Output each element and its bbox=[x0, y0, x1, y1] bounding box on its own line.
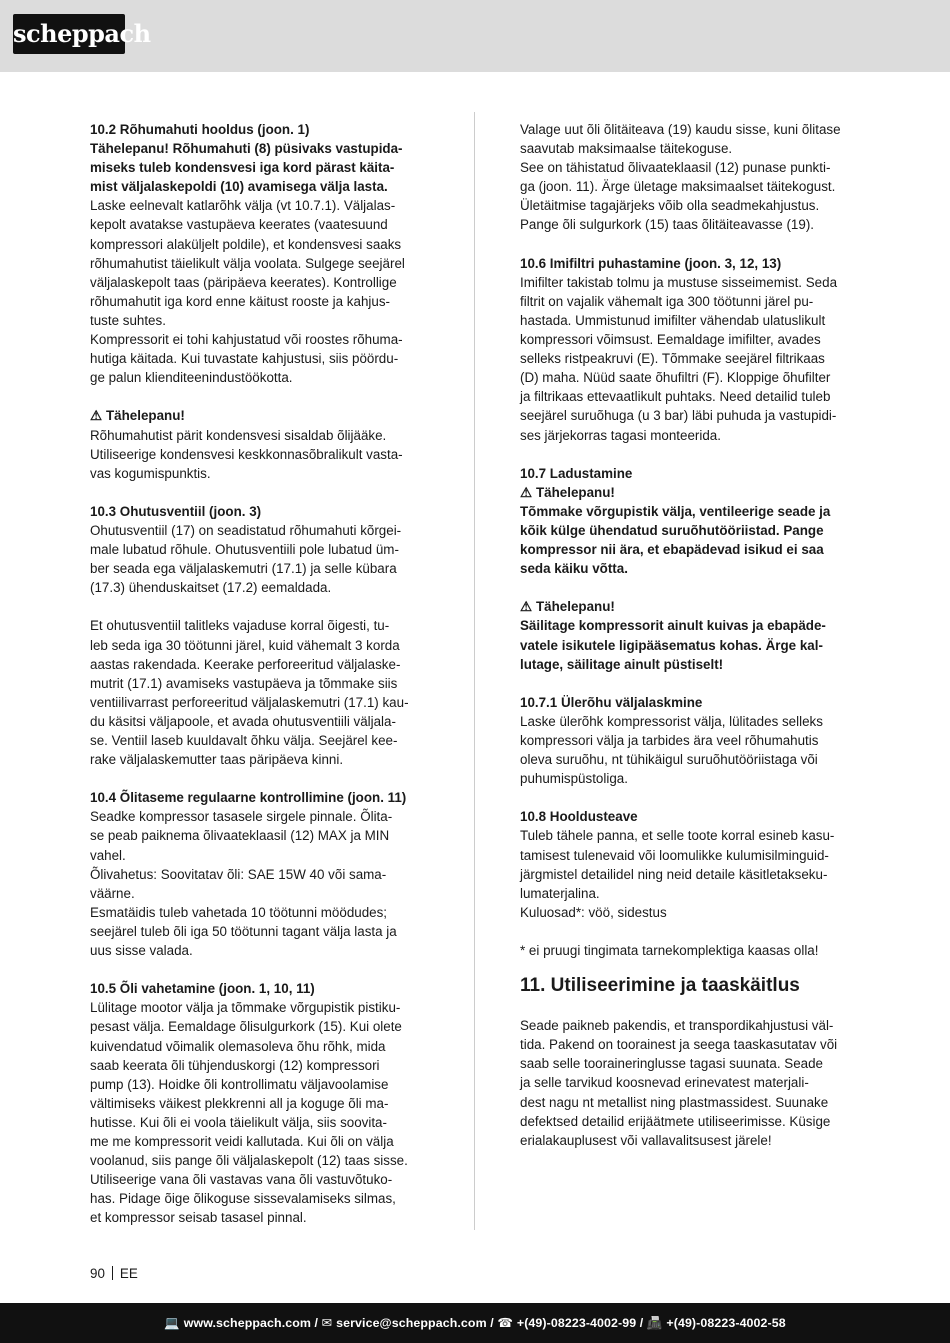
text-line: dest nagu nt metallist ning plastmassidest. Suunake bbox=[520, 1094, 829, 1110]
bold-text-line: 10.7.1 Ülerõhu väljalaskmine bbox=[520, 694, 703, 710]
text-line: See on tähistatud õlivaateklaasil (12) punase punkti- bbox=[520, 160, 831, 176]
warning-label: Tähelepanu! bbox=[536, 484, 615, 500]
text-line: * ei pruugi tingimata tarnekomplektiga kaasas olla! bbox=[520, 943, 819, 959]
text-line: vas kogumispunktis. bbox=[90, 465, 211, 481]
text-line: Laske ülerõhk kompressorist välja, lülitades selleks bbox=[520, 713, 823, 729]
text-line: seejärel suruõhuga (u 3 bar) läbi puhuda ja vastupidi- bbox=[520, 408, 837, 424]
warning-icon: ⚠ bbox=[90, 408, 103, 424]
text-line: hutisse. Kui õli ei voola täielikult välja, siis soovita- bbox=[90, 1114, 387, 1130]
text-line: ja selle tarvikud koosnevad erinevatest materjali- bbox=[520, 1075, 809, 1091]
bold-text-line bbox=[520, 483, 860, 502]
text-line: puhumispüstoliga. bbox=[520, 771, 628, 787]
text-line: voolanud, siis pange õli väljalaskepolt (12) taas sisse. bbox=[90, 1153, 408, 1169]
text-line: male lubatud rõhule. Ohutusventiili pole lubatud üm- bbox=[90, 542, 399, 558]
text-line: Et ohutusventiil talitleks vajaduse korral õigesti, tu- bbox=[90, 618, 390, 634]
text-line: kuivendatud võimalik olemasoleva õhu rõhk, mida bbox=[90, 1038, 386, 1054]
paragraph-gap bbox=[90, 960, 430, 979]
text-line: ja filtrikaas ettevaatlikult puhtaks. Need detailid tuleb bbox=[520, 389, 831, 405]
bold-text-line: lutage, säilitage ainult püstiselt! bbox=[520, 656, 724, 672]
text-line: väljalaskepolt taas (päripäeva keerates). Kontrollige bbox=[90, 274, 397, 290]
text-line: saab keerata õli tühjenduskorgi (12) kompressori bbox=[90, 1057, 380, 1073]
text-line: defektsed detailid erijäätmete utiliseerimisse. Küsige bbox=[520, 1113, 831, 1129]
text-line: se peab paiknema õlivaateklaasil (12) MAX ja MIN bbox=[90, 828, 390, 844]
text-line: pesast välja. Eemaldage õlisulgurkork (15). Kui olete bbox=[90, 1019, 402, 1035]
text-line: Lülitage mootor välja ja tõmmake võrgupistik pistiku- bbox=[90, 1000, 401, 1016]
text-line: ge palun klienditeenindustöökotta. bbox=[90, 370, 293, 386]
text-line: selleks ristpeakruvi (E). Tõmmake seejärel filtrikaas bbox=[520, 351, 825, 367]
mail-icon: ✉ bbox=[321, 1316, 333, 1330]
text-line: ga (joon. 11). Ärge ületage maksimaalset täitekogust. bbox=[520, 179, 836, 195]
text-line: pump (13). Hoidke õli kontrollimatu väljavoolamise bbox=[90, 1076, 389, 1092]
text-line: ber seada ega väljalaskemutri (17.1) ja selle kübara bbox=[90, 561, 397, 577]
language-code: EE bbox=[119, 1266, 138, 1281]
bold-text-line: 10.8 Hooldusteave bbox=[520, 809, 638, 825]
warning-label: Tähelepanu! bbox=[106, 408, 185, 424]
bold-text-line: Tähelepanu! Rõhumahuti (8) püsivaks vastupida- bbox=[90, 141, 403, 157]
fax-icon: 📠 bbox=[646, 1316, 663, 1330]
text-line: Tuleb tähele panna, et selle toote korral esineb kasu- bbox=[520, 828, 835, 844]
paragraph-gap bbox=[90, 387, 430, 406]
bold-text-line: 10.5 Õli vahetamine (joon. 1, 10, 11) bbox=[90, 981, 315, 997]
text-line: rõhumahutist täielikult välja voolata. Sulgege seejärel bbox=[90, 255, 405, 271]
bold-text-line: vatele isikutele ligipääsematus kohas. Ärge kal- bbox=[520, 637, 823, 653]
text-line: mutrit (17.1) avamiseks vastupäeva ja tõmmake siis bbox=[90, 675, 398, 691]
text-line: Ohutusventiil (17) on seadistatud rõhumahuti kõrgei- bbox=[90, 522, 402, 538]
footer-phone: +(49)-08223-4002-99 / bbox=[516, 1316, 644, 1330]
text-line: Seade paikneb pakendis, et transpordikahjustusi väl- bbox=[520, 1018, 834, 1034]
text-line: has. Pidage õige õlikoguse sissevalamiseks silmas, bbox=[90, 1191, 396, 1207]
text-line: hutiga käitada. Kui tuvastate kahjustusi, siis pöördu- bbox=[90, 351, 399, 367]
bold-text-line: Säilitage kompressorit ainult kuivas ja ebapäde- bbox=[520, 618, 826, 634]
bold-text-line: 10.6 Imifiltri puhastamine (joon. 3, 12, 13) bbox=[520, 255, 782, 271]
bold-text-line: miseks tuleb kondensvesi iga kord pärast käita- bbox=[90, 160, 395, 176]
text-line: uus sisse valada. bbox=[90, 943, 193, 959]
text-line: lumaterjalina. bbox=[520, 885, 600, 901]
text-line: järgmistel detailidel ning neid detaile käsitletakseku- bbox=[520, 866, 828, 882]
warning-icon: ⚠ bbox=[520, 484, 533, 500]
text-line: Laske eelnevalt katlarõhk välja (vt 10.7.1). Väljalas- bbox=[90, 198, 396, 214]
left-column bbox=[90, 120, 430, 1227]
text-line: Imifilter takistab tolmu ja mustuse sisseimemist. Seda bbox=[520, 274, 838, 290]
text-line: Valage uut õli õlitäiteava (19) kaudu sisse, kuni õlitase bbox=[520, 122, 841, 137]
contact-footer bbox=[0, 1303, 950, 1343]
text-line: tida. Pakend on toorainest ja seega taaskasutatav või bbox=[520, 1037, 838, 1053]
text-line: (17.3) ühenduskaitset (17.2) eemaldada. bbox=[90, 580, 332, 596]
footer-fax: +(49)-08223-4002-58 bbox=[666, 1316, 786, 1330]
text-line: hastada. Ummistunud imifilter vähendab ulatuslikult bbox=[520, 312, 826, 328]
text-line: kepolt avatakse vastupäeva keerates (vaatesuund bbox=[90, 217, 388, 233]
text-line: Ületäitmise tagajärjeks võib olla seadmekahjustus. bbox=[520, 198, 820, 214]
footer-website[interactable]: www.scheppach.com / bbox=[183, 1316, 319, 1330]
text-line: Õlivahetus: Soovitatav õli: SAE 15W 40 või sama- bbox=[90, 866, 387, 882]
paragraph-gap bbox=[520, 445, 860, 464]
text-line: vahel. bbox=[90, 847, 126, 863]
bold-text-line bbox=[90, 406, 430, 425]
text-line: saavutab maksimaalse täitekoguse. bbox=[520, 141, 733, 157]
text-line: saab selle tooraineringlusse tagasi suunata. Seade bbox=[520, 1056, 823, 1072]
text-line: erialakauplusest või vallavalitsusest järele! bbox=[520, 1132, 772, 1148]
paragraph-gap bbox=[520, 788, 860, 807]
text-line: kompressori võimsust. Eemaldage imifilter, avades bbox=[520, 332, 821, 348]
text-line: (D) maha. Nüüd saate õhufiltri (F). Kloppige õhufilter bbox=[520, 370, 831, 386]
paragraph-gap bbox=[520, 922, 860, 941]
paragraph-gap bbox=[520, 578, 860, 597]
text-line: kompressori välja ja tarbides ära veel rõhumahutis bbox=[520, 733, 819, 748]
text-line: rõhumahutit iga kord enne käitust rooste ja kahjus- bbox=[90, 293, 390, 309]
paragraph-gap bbox=[90, 597, 430, 616]
text-line: Seadke kompressor tasasele sirgele pinnale. Õlita- bbox=[90, 809, 393, 825]
bold-text-line: mist väljalaskepoldi (10) avamisega välja lasta. bbox=[90, 179, 388, 195]
page-number: 90 bbox=[90, 1266, 105, 1281]
section-heading: 11. Utiliseerimine ja taaskäitlus bbox=[520, 975, 800, 997]
section-heading-wrap bbox=[520, 974, 860, 998]
text-line: du käsitsi väljapoole, et avada ohutusventiili väljala- bbox=[90, 713, 396, 729]
right-column bbox=[520, 120, 860, 1150]
warning-label: Tähelepanu! bbox=[536, 599, 615, 615]
text-line: me me kompressorit veidi kallutada. Kui õli on välja bbox=[90, 1133, 394, 1149]
column-divider bbox=[474, 112, 475, 1230]
text-line: tamisest tulenevaid või loomulikke kulumisilminguid- bbox=[520, 847, 829, 863]
text-line: leb seda iga 30 töötunni järel, kuid vähemalt 3 korda bbox=[90, 637, 400, 653]
page-footer-number bbox=[90, 1265, 138, 1283]
scheppach-logo: scheppach bbox=[13, 14, 125, 54]
text-line: Kompressorit ei tohi kahjustatud või roostes rõhuma- bbox=[90, 332, 403, 348]
text-line: se. Ventiil laseb kuuldavalt õhku välja. Seejärel kee- bbox=[90, 733, 398, 748]
phone-icon: ☎ bbox=[497, 1316, 513, 1330]
bold-text-line: Tõmmake võrgupistik välja, ventileerige seade ja bbox=[520, 503, 831, 519]
text-line: Pange õli sulgurkork (15) taas õlitäiteavasse (19). bbox=[520, 217, 814, 233]
text-line: kompressori alaküljelt poldile), et kondensvesi saaks bbox=[90, 236, 402, 252]
text-line: Rõhumahutist pärit kondensvesi sisaldab õlijääke. bbox=[90, 427, 387, 443]
bold-text-line bbox=[520, 597, 860, 616]
text-line: seejärel tuleb õli iga 50 töötunni tagant välja lasta ja bbox=[90, 923, 397, 939]
bold-text-line: seda käiku võtta. bbox=[520, 561, 628, 577]
text-line: aastas rakendada. Keerake perforeeritud väljalaske- bbox=[90, 656, 401, 672]
paragraph-gap bbox=[90, 483, 430, 502]
text-line: et kompressor seisab tasasel pinnal. bbox=[90, 1210, 307, 1226]
text-line: Kuluosad*: vöö, sidestus bbox=[520, 904, 667, 920]
text-line: filtrit on vajalik vähemalt iga 300 töötunni järel pu- bbox=[520, 293, 814, 309]
text-line: väärne. bbox=[90, 885, 135, 901]
bold-text-line: kõik külge ühendatud suruõhutööriistad. Pange bbox=[520, 522, 824, 538]
text-line: Esmatäidis tuleb vahetada 10 töötunni möödudes; bbox=[90, 904, 388, 920]
text-line: oleva suruõhu, nt tühikäigul suruõhutööriistaga või bbox=[520, 752, 818, 768]
paragraph-gap bbox=[90, 769, 430, 788]
bold-text-line: 10.4 Õlitaseme regulaarne kontrollimine (joon. 11) bbox=[90, 790, 407, 806]
header-band bbox=[0, 0, 950, 72]
text-line: ses järjekorras tagasi monteerida. bbox=[520, 427, 721, 443]
bold-text-line: kompressor nii ära, et ebapädevad isikud ei saa bbox=[520, 542, 824, 558]
text-line: tuste suhtes. bbox=[90, 312, 166, 328]
bold-text-line: 10.2 Rõhumahuti hooldus (joon. 1) bbox=[90, 122, 310, 137]
paragraph-gap bbox=[520, 674, 860, 693]
text-line: ventiilivarrast perforeeritud väljalaskemutri (17.1) kau- bbox=[90, 694, 409, 710]
computer-icon: 💻 bbox=[164, 1316, 180, 1330]
page-number-separator bbox=[112, 1266, 113, 1280]
bold-text-line: 10.7 Ladustamine bbox=[520, 465, 633, 481]
paragraph-gap bbox=[520, 235, 860, 254]
text-line: Utiliseerige kondensvesi keskkonnasõbralikult vasta- bbox=[90, 446, 403, 462]
text-line: rake väljalaskemutter taas päripäeva kinni. bbox=[90, 752, 344, 768]
text-line: Utiliseerige vana õli vastavas vana õli vastuvõtuko- bbox=[90, 1172, 393, 1188]
warning-icon: ⚠ bbox=[520, 599, 533, 615]
footer-email[interactable]: service@scheppach.com / bbox=[336, 1316, 494, 1330]
text-line: vältimiseks väikest plekkrenni all ja koguge õli ma- bbox=[90, 1095, 389, 1111]
bold-text-line: 10.3 Ohutusventiil (joon. 3) bbox=[90, 503, 262, 519]
